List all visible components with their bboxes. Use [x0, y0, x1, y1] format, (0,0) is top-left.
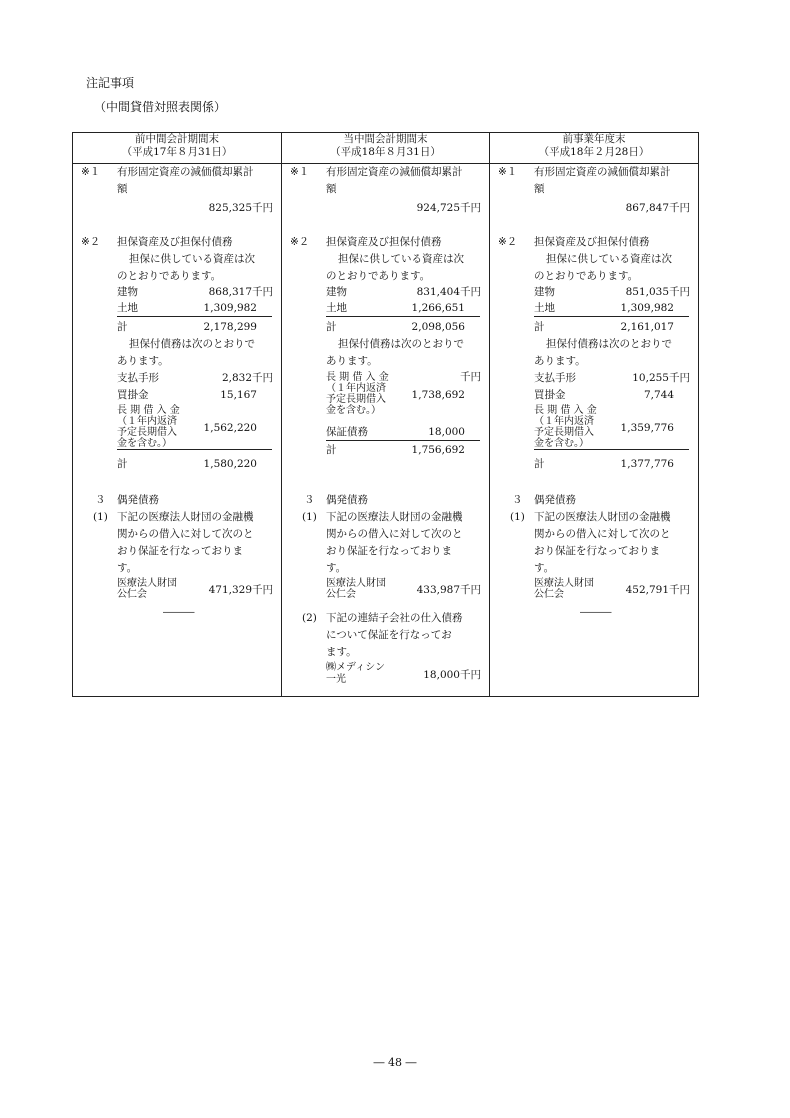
ltd-label: 長 期 借 入 金	[326, 372, 389, 383]
guarantee-label: 医療法人財団	[534, 578, 594, 589]
debt-total-value: 1,377,776	[620, 458, 674, 470]
note3-sub1-text-3: おり保証を行なっておりま	[117, 545, 243, 557]
note1-text-cont: 額	[326, 183, 337, 195]
ltd-unit: 千円	[460, 371, 481, 383]
ltd-value: 1,562,220	[203, 422, 257, 434]
note1-value: 867,847千円	[625, 202, 690, 214]
asset-value-land: 1,266,651	[411, 302, 465, 314]
ltd-label-cont1: （１年内返済	[326, 383, 386, 394]
asset-label-building: 建物	[534, 286, 555, 298]
dash-separator: ―――	[580, 606, 612, 618]
note3-sub1-text-4: す。	[117, 562, 138, 574]
guarantee-value: 471,329千円	[208, 584, 273, 596]
ltd-label-cont3: 金を含む。）	[326, 405, 381, 416]
note2-title: 担保資産及び担保付債務	[117, 236, 233, 248]
debt-value-notes: 10,255千円	[632, 372, 690, 384]
note3-mark: ３	[95, 494, 106, 506]
note2-intro: 担保に供している資産は次	[546, 253, 672, 265]
asset-value-building: 868,317千円	[208, 286, 273, 298]
page-number: ― 48 ―	[373, 1056, 417, 1069]
note3-sub1-text-4: す。	[326, 562, 347, 574]
asset-label-land: 土地	[326, 302, 347, 314]
note1-text: 有形固定資産の減価償却累計	[326, 166, 463, 178]
debt-label-payables: 買掛金	[117, 389, 149, 401]
asset-label-land: 土地	[117, 302, 138, 314]
note3-sub2-text-3: ます。	[326, 646, 357, 658]
asset-value-land: 1,309,982	[203, 302, 257, 314]
note2-intro-cont: のとおりであります。	[326, 270, 431, 282]
header-prior-fiscal-year: 前事業年度末 （平成18年２月28日）	[490, 133, 699, 164]
ltd-label-cont2: 予定長期借入	[117, 427, 177, 438]
note3-mark: ３	[304, 494, 315, 506]
debt-label-notes: 支払手形	[534, 372, 576, 384]
note2-intro-cont: のとおりであります。	[117, 270, 222, 282]
notes-table	[72, 132, 699, 697]
ltd-label-cont2: 予定長期借入	[326, 394, 386, 405]
note1-text-cont: 額	[117, 183, 128, 195]
ltd-underline	[534, 438, 689, 450]
guarantee-label-cont: 公仁会	[326, 589, 356, 600]
asset-total-label: 計	[326, 321, 337, 333]
debt-intro-cont: あります。	[326, 355, 378, 367]
note3-title: 偶発債務	[117, 494, 159, 506]
debt-total-value: 1,756,692	[411, 444, 465, 456]
header-current-interim: 当中間会計期間末 （平成18年８月31日）	[282, 133, 490, 164]
note3-sub2-text-2: について保証を行なってお	[326, 629, 452, 641]
guarantee-value: 452,791千円	[625, 584, 690, 596]
section-heading: 注記事項	[86, 76, 135, 90]
note1-mark: ※１	[81, 166, 101, 178]
note3-title: 偶発債務	[534, 494, 576, 506]
note3-sub1-text: 下記の医療法人財団の金融機	[326, 511, 463, 523]
asset-value-building: 851,035千円	[625, 286, 690, 298]
debt-label-notes: 支払手形	[117, 372, 159, 384]
table-header-row	[73, 133, 699, 164]
note3-sub2-text: 下記の連結子会社の仕入債務	[326, 612, 463, 624]
column-prior-interim	[73, 164, 282, 697]
asset-label-building: 建物	[117, 286, 138, 298]
note3-sub1-text-2: 関からの借入に対して次のと	[326, 528, 463, 540]
note2-mark: ※２	[498, 236, 518, 248]
asset-label-land: 土地	[534, 302, 555, 314]
note3-sub1-mark: (1)	[510, 511, 525, 523]
note3-mark: ３	[512, 494, 523, 506]
debt-total-label: 計	[326, 444, 337, 456]
note1-value: 825,325千円	[208, 202, 273, 214]
asset-total-label: 計	[117, 321, 128, 333]
table-body-row	[73, 164, 699, 697]
guarantee-label: 医療法人財団	[117, 578, 177, 589]
guarantee-value: 433,987千円	[416, 584, 481, 596]
note2-mark: ※２	[290, 236, 310, 248]
note1-text: 有形固定資産の減価償却累計	[534, 166, 671, 178]
note1-text: 有形固定資産の減価償却累計	[117, 166, 254, 178]
guarantee-label: 医療法人財団	[326, 578, 386, 589]
ltd-label-cont1: （１年内返済	[117, 416, 177, 427]
note3-sub1-text: 下記の医療法人財団の金融機	[117, 511, 254, 523]
asset-label-building: 建物	[326, 286, 347, 298]
note1-value: 924,725千円	[416, 202, 481, 214]
section-subheading: （中間貸借対照表関係）	[94, 100, 227, 114]
note1-mark: ※１	[290, 166, 310, 178]
note3-sub1-text-3: おり保証を行なっておりま	[534, 545, 660, 557]
ltd-value: 1,359,776	[620, 422, 674, 434]
debt-value-payables: 7,744	[643, 389, 674, 401]
note3-sub1-text-2: 関からの借入に対して次のと	[534, 528, 671, 540]
note1-text-cont: 額	[534, 183, 545, 195]
note3-sub1-mark: (1)	[302, 511, 317, 523]
note3-sub1-mark: (1)	[93, 511, 108, 523]
note2-intro: 担保に供している資産は次	[129, 253, 255, 265]
asset-total-value: 2,098,056	[411, 321, 465, 333]
note2-mark: ※２	[81, 236, 101, 248]
ltd-label: 長 期 借 入 金	[534, 405, 597, 416]
note2-title: 担保資産及び担保付債務	[534, 236, 650, 248]
debt-intro: 担保付債務は次のとおりで	[546, 338, 672, 350]
note2-title: 担保資産及び担保付債務	[326, 236, 442, 248]
subsidiary-label-cont: 一光	[326, 674, 346, 685]
debt-value-payables: 15,167	[220, 389, 257, 401]
subsidiary-label: ㈱メディシン	[326, 662, 385, 673]
asset-total-value: 2,178,299	[203, 321, 257, 333]
guarantee-label-cont: 公仁会	[534, 589, 564, 600]
dash-separator: ―――	[163, 606, 195, 618]
guar-debt-label: 保証債務	[326, 426, 368, 438]
asset-value-land: 1,309,982	[620, 302, 674, 314]
note3-title: 偶発債務	[326, 494, 368, 506]
note3-sub1-text: 下記の医療法人財団の金融機	[534, 511, 671, 523]
ltd-label: 長 期 借 入 金	[117, 405, 180, 416]
header-prior-interim: 前中間会計期間末 （平成17年８月31日）	[73, 133, 282, 164]
debt-total-label: 計	[534, 458, 545, 470]
note3-sub2-mark: (2)	[302, 612, 317, 624]
ltd-value: 1,738,692	[411, 389, 465, 401]
debt-label-payables: 買掛金	[534, 389, 566, 401]
note2-intro: 担保に供している資産は次	[338, 253, 464, 265]
debt-intro-cont: あります。	[534, 355, 586, 367]
ltd-label-cont1: （１年内返済	[534, 416, 594, 427]
column-prior-fiscal-year	[490, 164, 699, 697]
debt-total-label: 計	[117, 458, 128, 470]
ltd-label-cont3: 金を含む。）	[117, 438, 172, 449]
debt-intro: 担保付債務は次のとおりで	[129, 338, 255, 350]
debt-value-notes: 2,832千円	[221, 372, 273, 384]
debt-intro-cont: あります。	[117, 355, 169, 367]
asset-total-label: 計	[534, 321, 545, 333]
note3-sub1-text-4: す。	[534, 562, 555, 574]
asset-total-value: 2,161,017	[620, 321, 674, 333]
note3-sub1-text-3: おり保証を行なっておりま	[326, 545, 452, 557]
asset-value-building: 831,404千円	[416, 286, 481, 298]
debt-total-value: 1,580,220	[203, 458, 257, 470]
ltd-label-cont3: 金を含む。）	[534, 438, 589, 449]
column-current-interim	[282, 164, 490, 697]
debt-intro: 担保付債務は次のとおりで	[338, 338, 464, 350]
subsidiary-value: 18,000千円	[423, 669, 481, 681]
guar-debt-value: 18,000	[428, 426, 465, 438]
note2-intro-cont: のとおりであります。	[534, 270, 639, 282]
ltd-underline	[117, 438, 272, 450]
note1-mark: ※１	[498, 166, 518, 178]
ltd-label-cont2: 予定長期借入	[534, 427, 594, 438]
guarantee-label-cont: 公仁会	[117, 589, 147, 600]
note3-sub1-text-2: 関からの借入に対して次のと	[117, 528, 254, 540]
